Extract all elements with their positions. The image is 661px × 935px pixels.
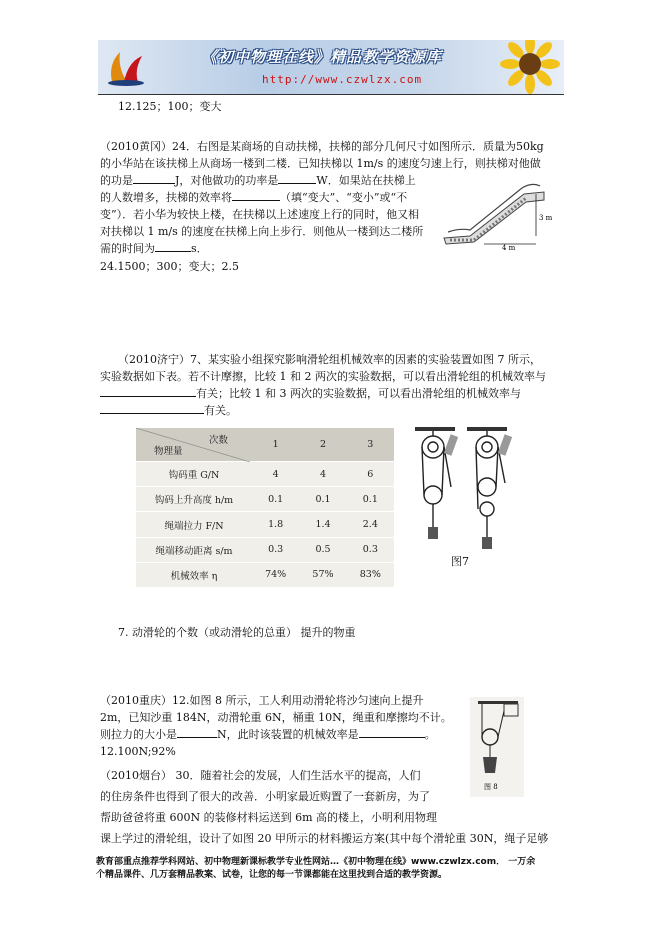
question-text: 则拉力的大小是 N，此时该装置的机械效率是 。	[100, 728, 436, 741]
answer-blank[interactable]	[278, 172, 316, 184]
answer-blank[interactable]	[232, 189, 280, 201]
question-text: 有关。	[100, 402, 237, 419]
escalator-width-label: 4 m	[502, 244, 516, 252]
question-text: 课上学过的滑轮组，设计了如图 20 甲所示的材料搬运方案(其中每个滑轮重 30N，绳子足够	[100, 832, 549, 845]
question-text: 实验数据如下表。若不计摩擦，比较 1 和 2 两次的实验数据，可以看出滑轮组的机械效率与	[100, 370, 546, 383]
table-header: 3	[347, 428, 394, 462]
table-header: 1	[252, 428, 299, 462]
answer-line: 7. 动滑轮的个数（或动滑轮的总重） 提升的物重	[118, 626, 356, 639]
question-text: 对扶梯以 1 m/s 的速度在扶梯上向上步行．则他从一楼到达二楼所	[100, 225, 424, 238]
table-corner: 次数 物理量	[136, 428, 252, 462]
question-text: 有关；比较 1 和 3 两次的实验数据，可以看出滑轮组的机械效率与	[100, 385, 521, 402]
answer-blank[interactable]	[100, 402, 204, 414]
table-row: 钩码重 G/N 4 4 6	[136, 462, 394, 487]
question-text: 变”）．若小华为较快上楼，在扶梯以上述速度上行的同时，他又相	[100, 208, 420, 221]
table-row: 绳端拉力 F/N 1.8 1.4 2.4	[136, 512, 394, 537]
question-text: 2m，已知沙重 184N，动滑轮重 6N，桶重 10N，绳重和摩擦均不计。	[100, 711, 452, 724]
answer-line: 12.125；100；变大	[118, 100, 222, 113]
answer-line: 24.1500；300；变大；2.5	[100, 260, 239, 273]
table-row: 机械效率 η 74% 57% 83%	[136, 562, 394, 587]
question-text: （2010黄冈）24．右图是某商场的自动扶梯，扶梯的部分几何尺寸如图所示．质量为50kg	[100, 140, 544, 153]
answer-blank[interactable]	[177, 726, 217, 738]
question-text: 的住房条件也得到了很大的改善．小明家最近购置了一套新房，为了	[100, 790, 430, 803]
table-row: 绳端移动距离 s/m 0.3 0.5 0.3	[136, 537, 394, 562]
question-text: （2010济宁）7、某实验小组探究影响滑轮组机械效率的因素的实验装置如图 7 所示，	[118, 353, 541, 366]
question-text: 的功是 J，对他做功的功率是 W．如果站在扶梯上	[100, 174, 416, 187]
sunflower-icon	[500, 40, 560, 94]
data-table	[136, 427, 394, 587]
question-text: 的人数增多，扶梯的效率将 （填“变大”、“变小”或“不	[100, 191, 408, 204]
pulley-figure-8	[470, 697, 524, 797]
table-header: 2	[299, 428, 346, 462]
banner-title: 《初中物理在线》精品教学资源库	[202, 48, 443, 66]
answer-line: 12.100N;92%	[100, 745, 176, 758]
figure-caption: 图7	[451, 555, 469, 568]
answer-blank[interactable]	[100, 385, 196, 397]
header-banner	[98, 40, 564, 94]
answer-blank[interactable]	[359, 726, 425, 738]
footer-note: 教育部重点推荐学科网站、初中物理新课标教学专业性网站…《初中物理在线》www.czwlzx.com． 一万余 个精品课件、几万套精品教案、试卷，让您的每一节课都能在这里找到合适的教学资源。	[96, 857, 536, 880]
figure-8-label: 图 8	[484, 783, 498, 791]
question-text: （2010重庆）12.如图 8 所示，工人利用动滑轮将沙匀速向上提升	[100, 694, 424, 707]
question-text: （2010烟台） 30．随着社会的发展，人们生活水平的提高，人们	[100, 769, 421, 782]
escalator-figure	[440, 180, 560, 252]
site-logo	[104, 46, 150, 88]
header-divider	[98, 94, 564, 95]
banner-url[interactable]: http://www.czwlzx.com	[262, 73, 423, 86]
table-row: 钩码上升高度 h/m 0.1 0.1 0.1	[136, 487, 394, 512]
escalator-height-label: 3 m	[539, 214, 553, 222]
answer-blank[interactable]	[133, 172, 175, 184]
question-text: 的小华站在该扶梯上从商场一楼到二楼．已知扶梯以 1m/s 的速度匀速上行，则扶梯对他做	[100, 157, 541, 170]
pulley-figure-7	[405, 427, 520, 557]
question-text: 帮助爸爸将重 600N 的装修材料运送到 6m 高的楼上，小明利用物理	[100, 811, 438, 824]
answer-blank[interactable]	[155, 240, 191, 252]
question-text: 需的时间为 s．	[100, 242, 208, 255]
